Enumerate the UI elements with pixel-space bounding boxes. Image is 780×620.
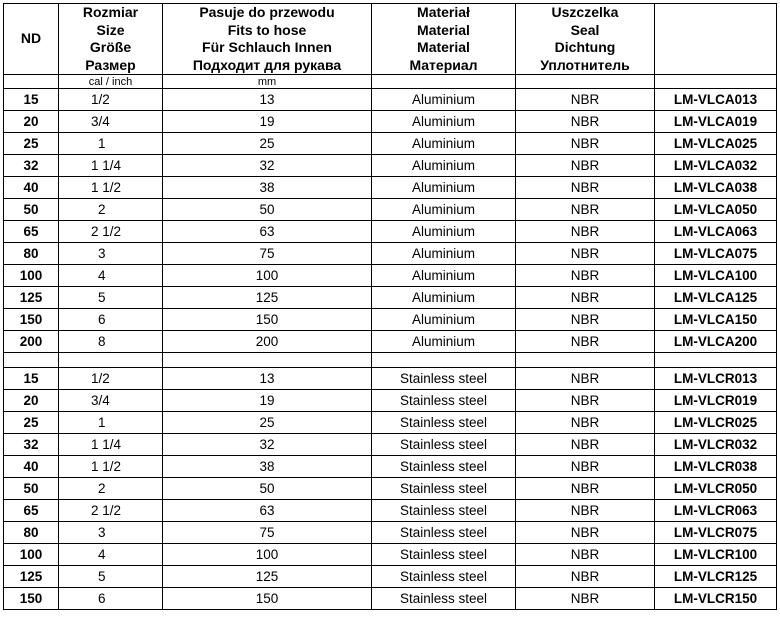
cell-material: Stainless steel [372, 434, 516, 456]
cell-size [59, 390, 163, 412]
cell-hose: 100 [163, 544, 372, 566]
cell-material: Aluminium [372, 287, 516, 309]
header-size-line: Rozmiar [82, 4, 139, 20]
cell-size-value: 3 [98, 524, 106, 540]
cell-code: LM-VLCA025 [655, 133, 777, 155]
cell-size-value: 1 1/4 [91, 436, 122, 452]
cell-size [59, 221, 163, 243]
cell-size-value: 2 [98, 201, 106, 217]
cell-seal: NBR [516, 309, 655, 331]
header-seal-line: Uszczelka [551, 4, 619, 20]
cell-nd: 65 [4, 221, 59, 243]
cell-size-value: 3/4 [91, 392, 110, 408]
cell-material: Stainless steel [372, 368, 516, 390]
cell-hose: 19 [163, 390, 372, 412]
aluminium-rows [4, 89, 777, 353]
cell-size [59, 287, 163, 309]
table-row [4, 434, 777, 456]
cell-size [59, 412, 163, 434]
cell-size-value: 6 [98, 590, 106, 606]
cell-size [59, 155, 163, 177]
cell-material: Aluminium [372, 199, 516, 221]
cell-size [59, 588, 163, 610]
cell-material: Aluminium [372, 89, 516, 111]
cell-size-value: 4 [98, 267, 106, 283]
cell-size [59, 111, 163, 133]
cell-size-value: 3/4 [91, 113, 110, 129]
cell-seal: NBR [516, 89, 655, 111]
cell-code: LM-VLCA019 [655, 111, 777, 133]
cell-code: LM-VLCA125 [655, 287, 777, 309]
header-hose-line: Pasuje do przewodu [199, 4, 335, 20]
table-row [4, 199, 777, 221]
cell-code: LM-VLCA075 [655, 243, 777, 265]
cell-nd: 20 [4, 111, 59, 133]
table-row [4, 133, 777, 155]
cell-seal: NBR [516, 390, 655, 412]
table-row [4, 221, 777, 243]
cell-size-value: 8 [98, 333, 106, 349]
cell-size-value: 2 1/2 [91, 223, 122, 239]
cell-nd: 125 [4, 287, 59, 309]
cell-nd: 125 [4, 566, 59, 588]
cell-size-value: 5 [98, 568, 106, 584]
cell-nd: 40 [4, 456, 59, 478]
cell-hose: 13 [163, 89, 372, 111]
cell-material: Aluminium [372, 309, 516, 331]
cell-code: LM-VLCR063 [655, 500, 777, 522]
cell-seal: NBR [516, 412, 655, 434]
cell-size-value: 1 1/2 [91, 458, 122, 474]
header-seal [516, 4, 655, 75]
cell-hose: 13 [163, 368, 372, 390]
cell-size-value: 1 1/4 [91, 157, 122, 173]
cell-code: LM-VLCA063 [655, 221, 777, 243]
cell-code: LM-VLCA150 [655, 309, 777, 331]
cell-code: LM-VLCR038 [655, 456, 777, 478]
cell-seal: NBR [516, 478, 655, 500]
header-size [59, 4, 163, 75]
cell-size-value: 1/2 [91, 370, 110, 386]
cell-code: LM-VLCA038 [655, 177, 777, 199]
cell-seal: NBR [516, 287, 655, 309]
cell-size [59, 522, 163, 544]
cell-size-value: 2 [98, 480, 106, 496]
cell-material: Stainless steel [372, 522, 516, 544]
table-row [4, 177, 777, 199]
header-material-line: Материал [409, 56, 478, 73]
table-row [4, 500, 777, 522]
cell-seal: NBR [516, 331, 655, 353]
cell-seal: NBR [516, 566, 655, 588]
cell-hose: 63 [163, 500, 372, 522]
cell-nd: 32 [4, 434, 59, 456]
cell-nd: 80 [4, 243, 59, 265]
cell-code: LM-VLCR075 [655, 522, 777, 544]
header-size-line: Größe [89, 39, 132, 55]
table-row [4, 331, 777, 353]
header-hose-line: Fits to hose [227, 21, 307, 38]
spec-table-container [3, 3, 777, 610]
cell-material: Aluminium [372, 133, 516, 155]
cell-seal: NBR [516, 500, 655, 522]
unit-nd [4, 75, 59, 89]
cell-seal: NBR [516, 265, 655, 287]
header-material-line: Materiał [417, 4, 470, 20]
cell-nd: 150 [4, 309, 59, 331]
cell-hose: 25 [163, 412, 372, 434]
cell-material: Aluminium [372, 221, 516, 243]
cell-code: LM-VLCA050 [655, 199, 777, 221]
cell-size-value: 6 [98, 311, 106, 327]
cell-nd: 25 [4, 412, 59, 434]
cell-size [59, 331, 163, 353]
cell-size [59, 309, 163, 331]
cell-hose: 75 [163, 243, 372, 265]
cell-size [59, 434, 163, 456]
cell-material: Stainless steel [372, 566, 516, 588]
cell-seal: NBR [516, 434, 655, 456]
cell-seal: NBR [516, 199, 655, 221]
cell-size [59, 199, 163, 221]
cell-size [59, 500, 163, 522]
cell-size-value: 3 [98, 245, 106, 261]
cell-code: LM-VLCR019 [655, 390, 777, 412]
cell-size-value: 5 [98, 289, 106, 305]
cell-hose: 63 [163, 221, 372, 243]
table-row [4, 243, 777, 265]
unit-material [372, 75, 516, 89]
cell-nd: 50 [4, 478, 59, 500]
table-row [4, 287, 777, 309]
cell-hose: 25 [163, 133, 372, 155]
cell-nd: 150 [4, 588, 59, 610]
cell-nd: 40 [4, 177, 59, 199]
header-nd-line: ND [20, 30, 42, 47]
cell-code: LM-VLCR125 [655, 566, 777, 588]
cell-size [59, 478, 163, 500]
table-row [4, 412, 777, 434]
cell-nd: 20 [4, 390, 59, 412]
header-hose [163, 4, 372, 75]
header-size-line: Размер [85, 56, 136, 73]
header-row [4, 4, 777, 75]
cell-size [59, 544, 163, 566]
cell-nd: 15 [4, 368, 59, 390]
header-hose-line: Подходит для рукава [192, 56, 342, 73]
unit-hose: mm [163, 75, 372, 89]
cell-code: LM-VLCR050 [655, 478, 777, 500]
cell-hose: 75 [163, 522, 372, 544]
cell-nd: 200 [4, 331, 59, 353]
table-row [4, 265, 777, 287]
cell-code: LM-VLCA013 [655, 89, 777, 111]
cell-seal: NBR [516, 588, 655, 610]
table-row [4, 111, 777, 133]
cell-hose: 19 [163, 111, 372, 133]
cell-material: Stainless steel [372, 412, 516, 434]
cell-hose: 32 [163, 434, 372, 456]
table-row [4, 390, 777, 412]
stainless-steel-rows [4, 368, 777, 610]
header-seal-line: Dichtung [554, 39, 616, 55]
table-row [4, 155, 777, 177]
cell-seal: NBR [516, 368, 655, 390]
table-row [4, 89, 777, 111]
cell-hose: 200 [163, 331, 372, 353]
cell-size [59, 566, 163, 588]
table-row [4, 566, 777, 588]
cell-code: LM-VLCR100 [655, 544, 777, 566]
header-nd [4, 4, 59, 75]
cell-seal: NBR [516, 522, 655, 544]
cell-hose: 38 [163, 456, 372, 478]
cell-hose: 150 [163, 588, 372, 610]
cell-size [59, 265, 163, 287]
cell-hose: 50 [163, 478, 372, 500]
cell-material: Stainless steel [372, 544, 516, 566]
table-row [4, 588, 777, 610]
cell-size-value: 1 1/2 [91, 179, 122, 195]
cell-hose: 125 [163, 566, 372, 588]
header-code [655, 4, 777, 75]
unit-code [655, 75, 777, 89]
cell-material: Stainless steel [372, 456, 516, 478]
cell-seal: NBR [516, 456, 655, 478]
cell-material: Stainless steel [372, 390, 516, 412]
cell-material: Aluminium [372, 265, 516, 287]
cell-material: Stainless steel [372, 588, 516, 610]
header-hose-line: Für Schlauch Innen [202, 39, 332, 55]
cell-size-value: 2 1/2 [91, 502, 122, 518]
cell-size [59, 133, 163, 155]
cell-nd: 32 [4, 155, 59, 177]
cell-size-value: 1/2 [91, 91, 110, 107]
cell-nd: 65 [4, 500, 59, 522]
cell-seal: NBR [516, 544, 655, 566]
cell-seal: NBR [516, 155, 655, 177]
cell-nd: 25 [4, 133, 59, 155]
unit-seal [516, 75, 655, 89]
cell-code: LM-VLCA100 [655, 265, 777, 287]
cell-nd: 15 [4, 89, 59, 111]
cell-hose: 100 [163, 265, 372, 287]
header-size-line: Size [96, 21, 125, 38]
table-row [4, 456, 777, 478]
table-row [4, 368, 777, 390]
cell-code: LM-VLCR013 [655, 368, 777, 390]
cell-hose: 150 [163, 309, 372, 331]
cell-seal: NBR [516, 133, 655, 155]
cell-nd: 50 [4, 199, 59, 221]
units-row [4, 75, 777, 89]
cell-nd: 80 [4, 522, 59, 544]
cell-seal: NBR [516, 177, 655, 199]
cell-nd: 100 [4, 544, 59, 566]
cell-hose: 125 [163, 287, 372, 309]
header-seal-line: Seal [570, 21, 600, 38]
cell-code: LM-VLCR150 [655, 588, 777, 610]
cell-seal: NBR [516, 111, 655, 133]
gap-row [4, 353, 777, 368]
cell-material: Aluminium [372, 243, 516, 265]
cell-size-value: 1 [98, 135, 106, 151]
cell-code: LM-VLCA200 [655, 331, 777, 353]
cell-size [59, 243, 163, 265]
cell-material: Stainless steel [372, 478, 516, 500]
cell-size [59, 368, 163, 390]
cell-size [59, 177, 163, 199]
cell-material: Aluminium [372, 155, 516, 177]
cell-size-value: 4 [98, 546, 106, 562]
header-material-line: Material [417, 39, 470, 55]
cell-size-value: 1 [98, 414, 106, 430]
section-gap [4, 353, 777, 368]
coupling-spec-table [3, 3, 777, 610]
cell-size [59, 89, 163, 111]
table-row [4, 309, 777, 331]
cell-size [59, 456, 163, 478]
header-seal-line: Уплотнитель [540, 56, 630, 73]
cell-code: LM-VLCR032 [655, 434, 777, 456]
header-material-line: Material [417, 21, 470, 38]
unit-size: cal / inch [59, 75, 163, 89]
cell-material: Aluminium [372, 331, 516, 353]
cell-code: LM-VLCR025 [655, 412, 777, 434]
header-material [372, 4, 516, 75]
cell-material: Aluminium [372, 177, 516, 199]
table-row [4, 478, 777, 500]
cell-seal: NBR [516, 243, 655, 265]
cell-hose: 50 [163, 199, 372, 221]
cell-hose: 32 [163, 155, 372, 177]
table-row [4, 522, 777, 544]
cell-code: LM-VLCA032 [655, 155, 777, 177]
cell-material: Stainless steel [372, 500, 516, 522]
cell-hose: 38 [163, 177, 372, 199]
cell-material: Aluminium [372, 111, 516, 133]
cell-nd: 100 [4, 265, 59, 287]
cell-seal: NBR [516, 221, 655, 243]
table-row [4, 544, 777, 566]
